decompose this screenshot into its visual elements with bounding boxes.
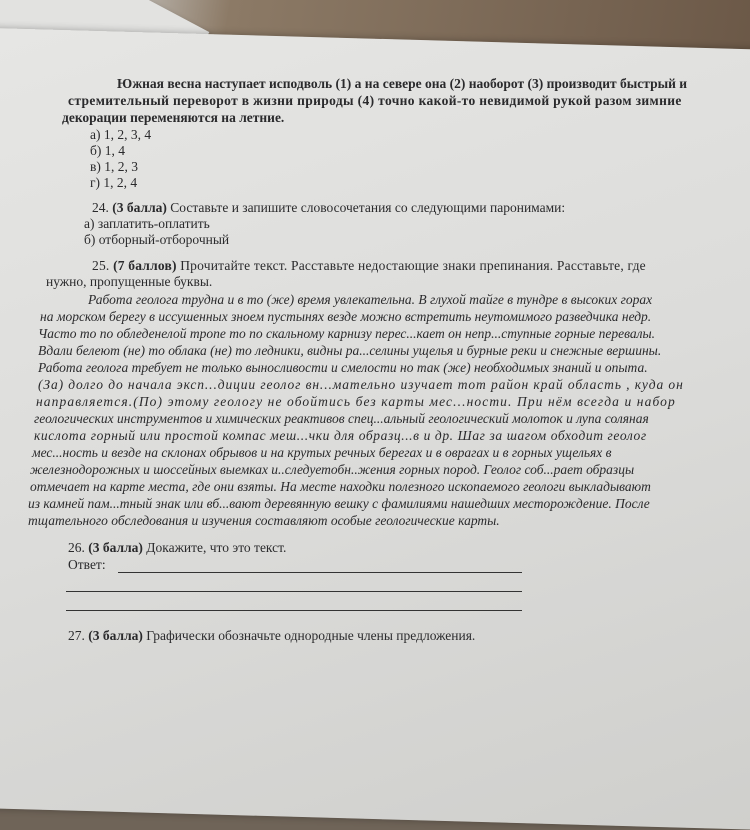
q24-number: 24. <box>92 200 109 215</box>
q23-option: г) 1, 2, 4 <box>90 175 138 190</box>
passage-line: железнодорожных и шоссейных выемках и..следуетобн..жения горных пород. Геолог соб...рает образцы <box>30 462 635 477</box>
passage-line: направляется.(По) этому геологу не обойтись без карты мес...ности. При нём всегда и набор <box>36 394 676 409</box>
passage-line: Работа геолога требует не только выносливости и смелости но так (же) необходимых знаний и опыта. <box>38 360 648 375</box>
q24-option: б) отборный-отборочный <box>84 232 230 247</box>
q23-option: а) 1, 2, 3, 4 <box>90 127 152 142</box>
q25-text: Прочитайте текст. Расставьте недостающие знаки препинания. Расставьте, где <box>180 258 646 273</box>
passage-line: кислота горный или простой компас меш...чки для образц...в и др. Шаг за шагом обходит геолог <box>34 428 647 443</box>
q23-line: декорации переменяются на летние. <box>62 110 285 125</box>
q26-number: 26. <box>68 540 85 555</box>
q25-points: (7 баллов) <box>113 258 177 273</box>
q25-number: 25. <box>92 258 110 273</box>
q23-option: в) 1, 2, 3 <box>90 159 138 174</box>
passage-line: на морском берегу в иссушенных зноем пустынях везде можно встретить неутомимого разведчика недр. <box>40 309 652 324</box>
answer-line[interactable] <box>118 572 522 573</box>
q25-text: нужно, пропущенные буквы. <box>46 274 213 289</box>
passage-line: геологических инструментов и химических реактивов спец...альный геологический молоток и лупа соляная <box>34 411 649 426</box>
passage-line: (За) долго до начала эксп...диции геолог вн...мательно изучает тот район край область , куда он <box>38 377 684 392</box>
q26-text: Докажите, что это текст. <box>146 540 287 555</box>
q23-option: б) 1, 4 <box>90 143 125 158</box>
q24-text: Составьте и запишите словосочетания со следующими паронимами: <box>170 200 566 215</box>
answer-line[interactable] <box>66 591 522 592</box>
q23-line: Южная весна наступает исподволь (1) а на севере она (2) наоборот (3) производит быстрый и <box>117 76 688 91</box>
passage-line: мес...ность и везде на склонах обрывов и на крутых речных берегах и в оврагах и в горных ущельях в <box>32 445 612 460</box>
passage-line: Часто то по обледенелой тропе то по скальному карнизу перес...кает он непр...ступные горные перевалы. <box>38 326 656 341</box>
passage-line: Вдали белеют (не) то облака (не) то ледники, видны ра...селины ущелья и бурные реки и снежные вершины. <box>38 343 662 358</box>
q23-line: стремительный переворот в жизни природы (4) точно какой-то невидимой рукой разом зимние <box>68 93 682 108</box>
q27-text: Графически обозначьте однородные члены предложения. <box>146 628 476 643</box>
answer-line[interactable] <box>66 610 522 611</box>
q27-number: 27. <box>68 628 85 643</box>
passage-line: отмечает на карте места, где они взяты. На месте находки полезного ископаемого геологи выкладывают <box>30 479 651 494</box>
passage-line: из камней пам...тный знак или вб...вают деревянную вешку с фамилиями нашедших месторождение. После <box>28 496 650 511</box>
q27-points: (3 балла) <box>88 628 143 643</box>
passage-line: тщательного обследования и изучения составляют особые геологические карты. <box>28 513 500 528</box>
passage-line: Работа геолога трудна и в то (же) время увлекательна. В глухой тайге в тундре в высоких горах <box>88 292 653 307</box>
q27-prompt <box>68 628 475 644</box>
answer-label: Ответ: <box>68 557 106 572</box>
q26-points: (3 балла) <box>88 540 143 555</box>
q26-prompt <box>68 540 286 556</box>
q24-option: а) заплатить-оплатить <box>84 216 210 231</box>
q25-prompt <box>92 258 646 274</box>
q24-prompt <box>92 200 565 216</box>
q24-points: (3 балла) <box>112 200 167 215</box>
